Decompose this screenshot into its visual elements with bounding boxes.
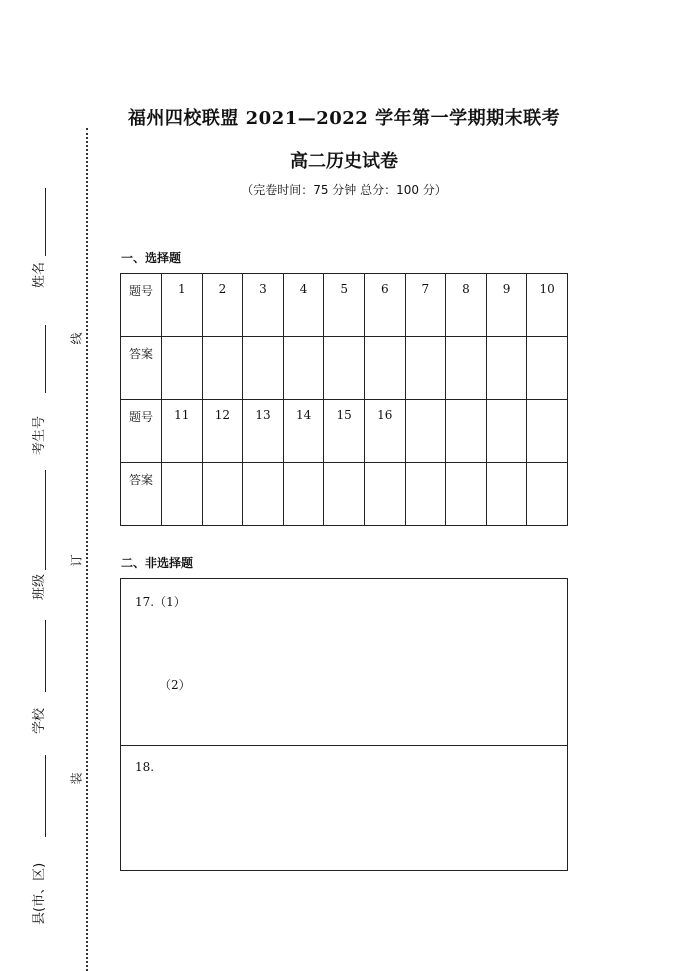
name-label: 姓名 xyxy=(32,261,47,288)
county-label: 县(市、区) xyxy=(32,862,47,925)
class-label: 班级 xyxy=(32,573,47,600)
question-number: 12 xyxy=(202,400,243,463)
answer-cell[interactable] xyxy=(162,337,203,400)
question-number: 8 xyxy=(446,274,487,337)
answer-cell[interactable] xyxy=(243,337,284,400)
question-number: 1 xyxy=(162,274,203,337)
question-number: 4 xyxy=(283,274,324,337)
answer-head-1: 答案 xyxy=(121,337,162,400)
name-underline xyxy=(45,188,46,256)
q17-part1-label: 17.（1） xyxy=(135,595,186,609)
question-row-2 xyxy=(121,400,568,463)
question-number: 15 xyxy=(324,400,365,463)
question-number: 3 xyxy=(243,274,284,337)
answer-cell[interactable] xyxy=(162,463,203,526)
question-number: 2 xyxy=(202,274,243,337)
answer-cell[interactable] xyxy=(446,463,487,526)
answer-head-2: 答案 xyxy=(121,463,162,526)
question-number xyxy=(405,400,446,463)
school-label: 学校 xyxy=(32,707,47,734)
county-underline xyxy=(45,755,46,837)
answer-cell[interactable] xyxy=(202,337,243,400)
answer-cell[interactable] xyxy=(324,463,365,526)
question-number: 13 xyxy=(243,400,284,463)
question-number xyxy=(446,400,487,463)
q17-part2-label: （2） xyxy=(159,678,191,692)
answer-box-18[interactable] xyxy=(120,745,568,871)
answer-cell[interactable] xyxy=(243,463,284,526)
answer-cell[interactable] xyxy=(527,337,568,400)
question-head-1: 题号 xyxy=(121,274,162,337)
answer-cell[interactable] xyxy=(324,337,365,400)
answer-box-17[interactable] xyxy=(120,578,568,745)
question-number xyxy=(527,400,568,463)
answer-row-2 xyxy=(121,463,568,526)
answer-cell[interactable] xyxy=(405,463,446,526)
section-nonchoice-label: 二、非选择题 xyxy=(121,556,194,570)
exam-info: （完卷时间：75 分钟 总分：100 分） xyxy=(241,183,447,197)
question-number: 6 xyxy=(364,274,405,337)
answer-cell[interactable] xyxy=(486,337,527,400)
class-underline xyxy=(45,470,46,570)
answer-cell[interactable] xyxy=(364,463,405,526)
question-number: 5 xyxy=(324,274,365,337)
exam-number-label: 考生号 xyxy=(32,415,47,455)
answer-cell[interactable] xyxy=(405,337,446,400)
question-number: 16 xyxy=(364,400,405,463)
question-number: 11 xyxy=(162,400,203,463)
binding-mark-line: 线 xyxy=(69,332,84,345)
answer-cell[interactable] xyxy=(283,463,324,526)
exam-number-underline xyxy=(45,325,46,393)
answer-row-1 xyxy=(121,337,568,400)
answer-table xyxy=(120,273,568,526)
question-head-2: 题号 xyxy=(121,400,162,463)
answer-cell[interactable] xyxy=(202,463,243,526)
binding-mark-bind: 装 xyxy=(69,772,84,785)
question-row-1 xyxy=(121,274,568,337)
exam-subtitle: 高二历史试卷 xyxy=(290,151,398,172)
question-number xyxy=(486,400,527,463)
question-number: 14 xyxy=(283,400,324,463)
question-number: 10 xyxy=(527,274,568,337)
answer-cell[interactable] xyxy=(364,337,405,400)
answer-cell[interactable] xyxy=(486,463,527,526)
exam-title: 福州四校联盟 2021—2022 学年第一学期期末联考 xyxy=(127,108,561,129)
answer-cell[interactable] xyxy=(283,337,324,400)
question-number: 7 xyxy=(405,274,446,337)
section-choice-label: 一、选择题 xyxy=(121,251,182,265)
answer-cell[interactable] xyxy=(446,337,487,400)
binding-mark-order: 订 xyxy=(69,554,84,567)
binding-dotted-line xyxy=(86,128,88,971)
q18-label: 18. xyxy=(135,760,155,774)
question-number: 9 xyxy=(486,274,527,337)
school-underline xyxy=(45,620,46,692)
answer-cell[interactable] xyxy=(527,463,568,526)
